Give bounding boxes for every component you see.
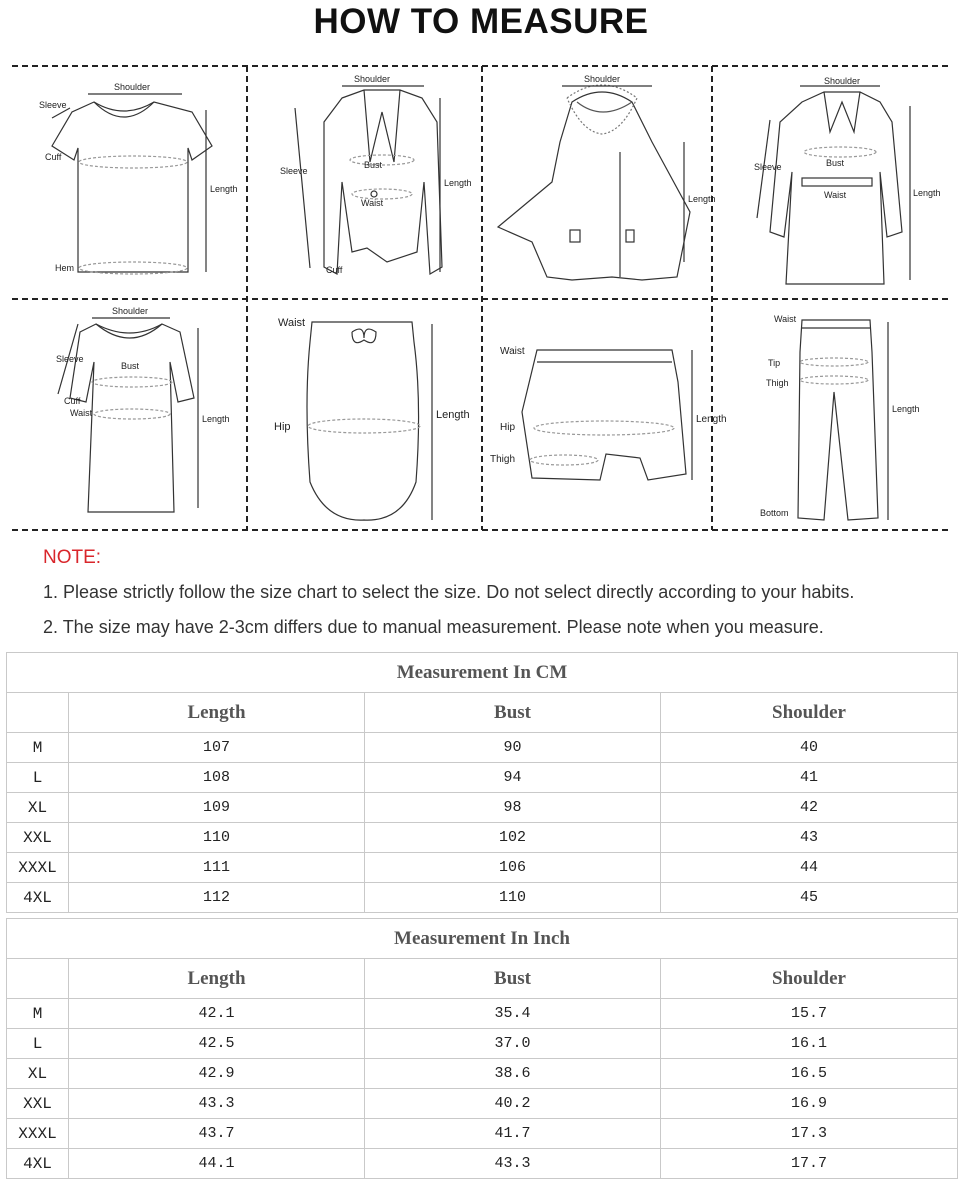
- size-cell: XL: [7, 793, 69, 823]
- cm-header-bust: Bust: [365, 693, 661, 733]
- pants-thigh-label: Thigh: [766, 378, 789, 388]
- cm-header-shoulder: Shoulder: [661, 693, 958, 733]
- table-row: [7, 1149, 958, 1179]
- cape-length-label: Length: [688, 194, 716, 204]
- inch-header-shoulder: Shoulder: [661, 959, 958, 999]
- blazer-waist-label: Waist: [361, 198, 384, 208]
- inch-table-caption: Measurement In Inch: [7, 919, 958, 959]
- coat-diagram: [754, 76, 941, 284]
- dress-waist-label: Waist: [70, 408, 93, 418]
- bust-cell: 38.6: [365, 1059, 661, 1089]
- size-cell: XXXL: [7, 1119, 69, 1149]
- inch-header-length: Length: [69, 959, 365, 999]
- tshirt-shoulder-label: Shoulder: [114, 82, 151, 92]
- table-row: [7, 853, 958, 883]
- page-title: HOW TO MEASURE: [313, 2, 649, 41]
- cm-size-table: [6, 652, 958, 913]
- bust-cell: 106: [365, 853, 661, 883]
- size-cell: XXL: [7, 823, 69, 853]
- inch-header-size: [7, 959, 69, 999]
- bust-cell: 37.0: [365, 1029, 661, 1059]
- shoulder-cell: 43: [661, 823, 958, 853]
- pants-tip-label: Tip: [768, 358, 781, 368]
- shorts-waist-label: Waist: [500, 346, 525, 357]
- size-cell: L: [7, 763, 69, 793]
- cape-diagram: [498, 74, 716, 280]
- size-cell: L: [7, 1029, 69, 1059]
- dress-sleeve-label: Sleeve: [56, 354, 84, 364]
- shoulder-cell: 45: [661, 883, 958, 913]
- blazer-shoulder-label: Shoulder: [354, 74, 391, 84]
- skirt-hip-label: Hip: [274, 421, 291, 433]
- inch-header-bust: Bust: [365, 959, 661, 999]
- table-row: [7, 1059, 958, 1089]
- inch-size-table: [6, 918, 958, 1179]
- length-cell: 44.1: [69, 1149, 365, 1179]
- dress-length-label: Length: [202, 414, 230, 424]
- pants-bottom-label: Bottom: [760, 508, 789, 518]
- length-cell: 42.9: [69, 1059, 365, 1089]
- bust-cell: 35.4: [365, 999, 661, 1029]
- coat-length-label: Length: [913, 188, 941, 198]
- table-row: [7, 1119, 958, 1149]
- length-cell: 43.3: [69, 1089, 365, 1119]
- dress-diagram: [56, 306, 230, 512]
- size-cell: 4XL: [7, 883, 69, 913]
- measurement-diagrams: [12, 62, 950, 534]
- shoulder-cell: 16.5: [661, 1059, 958, 1089]
- shoulder-cell: 41: [661, 763, 958, 793]
- table-row: [7, 883, 958, 913]
- length-cell: 112: [69, 883, 365, 913]
- shorts-length-label: Length: [696, 414, 727, 425]
- size-cell: M: [7, 733, 69, 763]
- shorts-thigh-label: Thigh: [490, 454, 516, 465]
- bust-cell: 40.2: [365, 1089, 661, 1119]
- coat-shoulder-label: Shoulder: [824, 76, 861, 86]
- shoulder-cell: 16.9: [661, 1089, 958, 1119]
- note-line-1: 1. Please strictly follow the size chart to select the size. Do not select directly according to your habits.: [43, 582, 855, 602]
- blazer-diagram: [280, 74, 472, 275]
- grid-dividers: [12, 66, 950, 530]
- blazer-length-label: Length: [444, 178, 472, 188]
- cm-header-length: Length: [69, 693, 365, 733]
- blazer-bust-label: Bust: [364, 160, 383, 170]
- coat-waist-label: Waist: [824, 190, 847, 200]
- skirt-length-label: Length: [436, 409, 470, 421]
- bust-cell: 110: [365, 883, 661, 913]
- cm-header-size: [7, 693, 69, 733]
- note-line-2: 2. The size may have 2-3cm differs due to manual measurement. Please note when you measure.: [43, 617, 824, 637]
- pants-diagram: [760, 314, 920, 520]
- pants-length-label: Length: [892, 404, 920, 414]
- shorts-diagram: [490, 346, 727, 480]
- tshirt-cuff-label: Cuff: [45, 152, 62, 162]
- table-row: [7, 823, 958, 853]
- shoulder-cell: 17.7: [661, 1149, 958, 1179]
- length-cell: 42.1: [69, 999, 365, 1029]
- tshirt-length-label: Length: [210, 184, 238, 194]
- shoulder-cell: 40: [661, 733, 958, 763]
- bust-cell: 90: [365, 733, 661, 763]
- size-cell: XXXL: [7, 853, 69, 883]
- bust-cell: 102: [365, 823, 661, 853]
- length-cell: 107: [69, 733, 365, 763]
- blazer-cuff-label: Cuff: [326, 265, 343, 275]
- note-title: NOTE:: [43, 547, 102, 568]
- tshirt-hem-label: Hem: [55, 263, 75, 273]
- size-cell: XL: [7, 1059, 69, 1089]
- table-row: [7, 733, 958, 763]
- table-row: [7, 793, 958, 823]
- length-cell: 111: [69, 853, 365, 883]
- table-row: [7, 999, 958, 1029]
- pants-waist-label: Waist: [774, 314, 797, 324]
- length-cell: 43.7: [69, 1119, 365, 1149]
- dress-shoulder-label: Shoulder: [112, 306, 149, 316]
- table-row: [7, 1089, 958, 1119]
- length-cell: 110: [69, 823, 365, 853]
- shorts-hip-label: Hip: [500, 422, 516, 433]
- bust-cell: 41.7: [365, 1119, 661, 1149]
- dress-bust-label: Bust: [121, 361, 140, 371]
- length-cell: 42.5: [69, 1029, 365, 1059]
- shoulder-cell: 17.3: [661, 1119, 958, 1149]
- skirt-waist-label: Waist: [278, 317, 306, 329]
- skirt-diagram: [274, 317, 470, 520]
- table-row: [7, 763, 958, 793]
- shoulder-cell: 44: [661, 853, 958, 883]
- length-cell: 109: [69, 793, 365, 823]
- coat-bust-label: Bust: [826, 158, 845, 168]
- table-row: [7, 1029, 958, 1059]
- coat-sleeve-label: Sleeve: [754, 162, 782, 172]
- tshirt-sleeve-label: Sleeve: [39, 100, 67, 110]
- size-cell: M: [7, 999, 69, 1029]
- blazer-sleeve-label: Sleeve: [280, 166, 308, 176]
- bust-cell: 43.3: [365, 1149, 661, 1179]
- cape-shoulder-label: Shoulder: [584, 74, 621, 84]
- tshirt-diagram: [39, 82, 238, 274]
- size-cell: 4XL: [7, 1149, 69, 1179]
- shoulder-cell: 16.1: [661, 1029, 958, 1059]
- shoulder-cell: 42: [661, 793, 958, 823]
- length-cell: 108: [69, 763, 365, 793]
- dress-cuff-label: Cuff: [64, 396, 81, 406]
- cm-table-caption: Measurement In CM: [7, 653, 958, 693]
- bust-cell: 94: [365, 763, 661, 793]
- size-cell: XXL: [7, 1089, 69, 1119]
- bust-cell: 98: [365, 793, 661, 823]
- shoulder-cell: 15.7: [661, 999, 958, 1029]
